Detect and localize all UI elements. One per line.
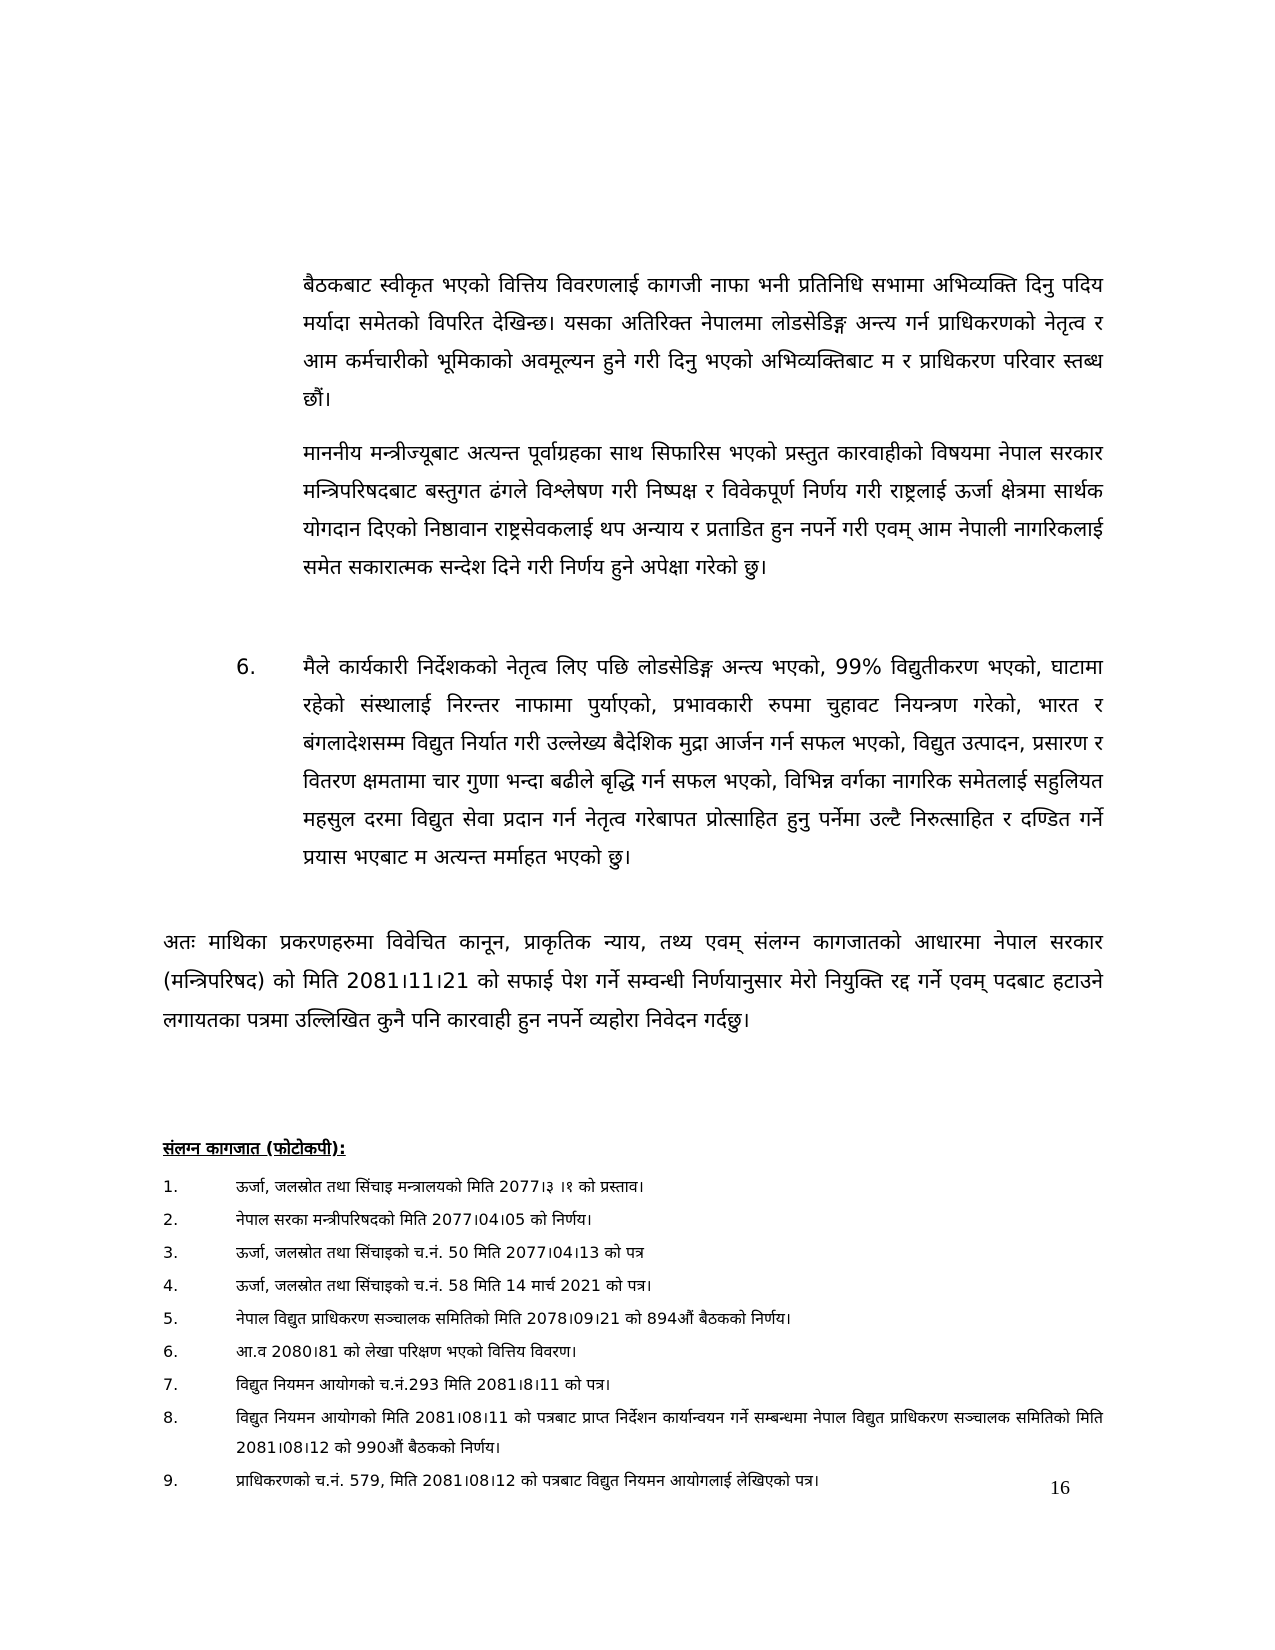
list-item-text: नेपाल विद्युत प्राधिकरण सञ्चालक समितिको मिति 2078।09।21 को 894औं बैठकको निर्णय। — [236, 1309, 791, 1328]
list-item-text: विद्युत नियमन आयोगको मिति 2081।08।11 को पत्रबाट प्राप्त निर्देशन कार्यान्वयन गर्ने सम्बन्धमा नेपाल विद्युत प्राधिकरण सञ्चालक समितिको मिति 2081।08।12 को 990औं बैठकको निर्णय। — [236, 1408, 1103, 1457]
list-item-number: 2. — [163, 1210, 179, 1229]
paragraph-number-6: 6. — [236, 655, 257, 679]
list-item-number: 4. — [163, 1276, 179, 1295]
list-item-number: 6. — [163, 1342, 179, 1361]
attachments-list — [163, 1172, 1103, 1499]
list-item-number: 8. — [163, 1408, 179, 1427]
list-item — [163, 1466, 1103, 1496]
list-item — [163, 1370, 1103, 1400]
list-item-text: ऊर्जा, जलस्रोत तथा सिंचाइको च.नं. 50 मिति 2077।04।13 को पत्र — [236, 1243, 644, 1262]
list-item-text: विद्युत नियमन आयोगको च.नं.293 मिति 2081।8।11 को पत्र। — [236, 1375, 611, 1394]
list-item-number: 9. — [163, 1471, 179, 1490]
list-item-text: नेपाल सरका मन्त्रीपरिषदको मिति 2077।04।05 को निर्णय। — [236, 1210, 592, 1229]
list-item-text: प्राधिकरणको च.नं. 579, मिति 2081।08।12 को पत्रबाट विद्युत नियमन आयोगलाई लेखिएको पत्र। — [236, 1471, 820, 1490]
list-item-number: 5. — [163, 1309, 179, 1328]
paragraph-achievements: मैले कार्यकारी निर्देशकको नेतृत्व लिए पछि लोडसेडिङ्ग अन्त्य भएको, 99% विद्युतीकरण भएको, घाटामा रहेको संस्थालाई निरन्तर नाफामा पुर्याएको, प्रभावकारी रुपमा चुहावट नियन्त्रण गरेको, भारत र बंगलादेशसम्म विद्युत निर्यात गरी उल्लेख्य बैदेशिक मुद्रा आर्जन गर्न सफल भएको, विद्युत उत्पादन, प्रसारण र वितरण क्षमतामा चार गुणा भन्दा बढीले बृद्धि गर्न सफल भएको, विभिन्न वर्गका नागरिक समेतलाई सहुलियत महसुल दरमा विद्युत सेवा प्रदान गर्न नेतृत्व गरेबापत प्रोत्साहित हुनु पर्नेमा उल्टै निरुत्साहित र दण्डित गर्ने प्रयास भएबाट म अत्यन्त मर्माहत भएको छु। — [303, 655, 1103, 869]
paragraph-minister-recommendation: माननीय मन्त्रीज्यूबाट अत्यन्त पूर्वाग्रहका साथ सिफारिस भएको प्रस्तुत कारवाहीको विषयमा नेपाल सरकार मन्त्रिपरिषदबाट बस्तुगत ढंगले विश्लेषण गरी निष्पक्ष र विवेकपूर्ण निर्णय गरी राष्ट्रलाई ऊर्जा क्षेत्रमा सार्थक योगदान दिएको निष्ठावान राष्ट्रसेवकलाई थप अन्याय र प्रताडित हुन नपर्ने गरी एवम् आम नेपाली नागरिकलाई समेत सकारात्मक सन्देश दिने गरी निर्णय हुने अपेक्षा गरेको छु। — [303, 441, 1103, 579]
list-item — [163, 1238, 1103, 1268]
paragraph-conclusion: अतः माथिका प्रकरणहरुमा विवेचित कानून, प्राकृतिक न्याय, तथ्य एवम् संलग्न कागजातको आधारमा नेपाल सरकार (मन्त्रिपरिषद) को मिति 2081।11।21 को सफाई पेश गर्ने सम्वन्धी निर्णयानुसार मेरो नियुक्ति रद्द गर्ने एवम् पदबाट हटाउने लगायतका पत्रमा उल्लिखित कुनै पनि कारवाही हुन नपर्ने व्यहोरा निवेदन गर्दछु। — [163, 930, 1103, 1032]
list-item — [163, 1271, 1103, 1301]
list-item — [163, 1205, 1103, 1235]
list-item — [163, 1304, 1103, 1334]
list-item-number: 1. — [163, 1177, 179, 1196]
attachments-heading: संलग्न कागजात (फोटोकपी): — [163, 1139, 346, 1159]
list-item — [163, 1337, 1103, 1367]
list-item-text: आ.व 2080।81 को लेखा परिक्षण भएको वित्तिय विवरण। — [236, 1342, 577, 1361]
list-item — [163, 1172, 1103, 1202]
list-item-text: ऊर्जा, जलस्रोत तथा सिंचाइ मन्त्रालयको मिति 2077।३ ।१ को प्रस्ताव। — [236, 1177, 644, 1196]
list-item-number: 7. — [163, 1375, 179, 1394]
list-item-number: 3. — [163, 1243, 179, 1262]
list-item — [163, 1403, 1103, 1463]
paragraph-financial-statement: बैठकबाट स्वीकृत भएको वित्तिय विवरणलाई कागजी नाफा भनी प्रतिनिधि सभामा अभिव्यक्ति दिनु पदिय मर्यादा समेतको विपरित देखिन्छ। यसका अतिरिक्त नेपालमा लोडसेडिङ्ग अन्त्य गर्न प्राधिकरणको नेतृत्व र आम कर्मचारीको भूमिकाको अवमूल्यन हुने गरी दिनु भएको अभिव्यक्तिबाट म र प्राधिकरण परिवार स्तब्ध छौं। — [303, 273, 1103, 411]
page-number: 16 — [1050, 1477, 1070, 1499]
list-item-text: ऊर्जा, जलस्रोत तथा सिंचाइको च.नं. 58 मिति 14 मार्च 2021 को पत्र। — [236, 1276, 652, 1295]
